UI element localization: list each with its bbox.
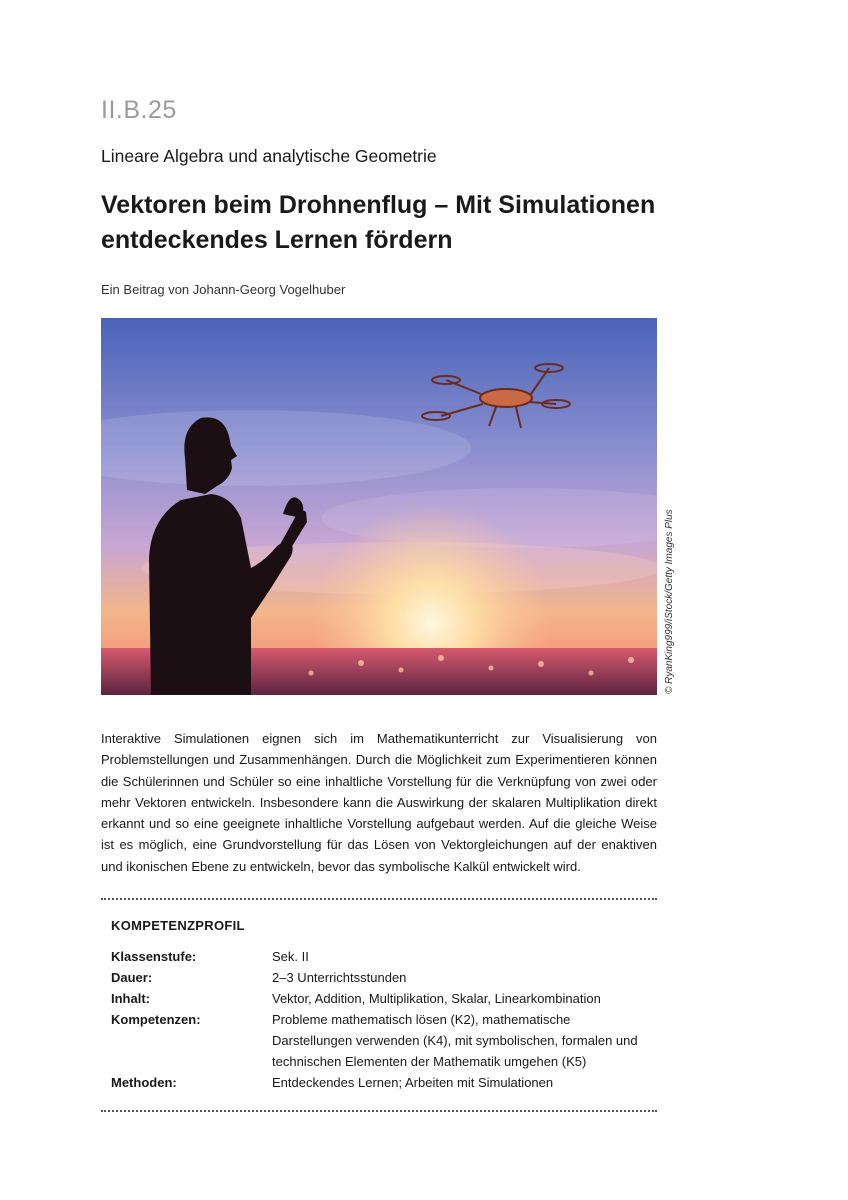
row-label: Inhalt: xyxy=(111,991,150,1006)
page-title: Vektoren beim Drohnenflug – Mit Simulationen entdeckendes Lernen fördern xyxy=(101,191,656,254)
intro-paragraph: Interaktive Simulationen eignen sich im Mathematikunterricht zur Visualisierung von Problemstellungen und Zusammenhängen. Durch die Möglichkeit zum Experimentieren können die Schülerinnen und Schüler so eine inhaltliche Vorstellung für die Verknüpfung von zwei oder mehr Vektoren entwickeln. Insbesondere kann die Auswirkung der skalaren Multiplikation direkt erkannt und so eine geeignete inhaltliche Vorstellung aufgebaut werden. Auf die gleiche Weise ist es möglich, eine Grundvorstellung für das Lösen von Vektorgleichungen auf der enaktiven und ikonischen Ebene zu entwickeln, bevor das symbolische Kalkül entwickelt wird. xyxy=(101,731,657,874)
row-label: Dauer: xyxy=(111,970,153,985)
photo-credit: © RyanKing999/iStock/Getty Images Plus xyxy=(664,509,675,694)
cover-photo xyxy=(101,318,657,695)
drone-sunset-illustration xyxy=(101,318,657,695)
divider-bottom xyxy=(101,1110,657,1112)
module-code: II.B.25 xyxy=(101,96,177,124)
table-row xyxy=(111,1072,651,1093)
row-value: 2–3 Unterrichtsstunden xyxy=(272,970,407,985)
row-value: Sek. II xyxy=(272,949,309,964)
table-row xyxy=(111,967,651,988)
row-value: Probleme mathematisch lösen (K2), mathematische Darstellungen verwenden (K4), mit symbolischen, formalen und technischen Elementen der Mathematik umgehen (K5) xyxy=(272,1012,638,1069)
row-label: Klassenstufe: xyxy=(111,949,197,964)
row-label: Kompetenzen: xyxy=(111,1012,201,1027)
row-value: Vektor, Addition, Multiplikation, Skalar, Linearkombination xyxy=(272,991,601,1006)
competence-heading: KOMPETENZPROFIL xyxy=(111,918,245,933)
row-value: Entdeckendes Lernen; Arbeiten mit Simulationen xyxy=(272,1075,554,1090)
table-row xyxy=(111,1009,651,1072)
divider-top xyxy=(101,898,657,900)
table-row xyxy=(111,946,651,967)
series-title: Lineare Algebra und analytische Geometrie xyxy=(101,146,437,166)
table-row xyxy=(111,988,651,1009)
competence-table xyxy=(111,946,651,1093)
row-label: Methoden: xyxy=(111,1075,177,1090)
author-line: Ein Beitrag von Johann-Georg Vogelhuber xyxy=(101,282,346,297)
